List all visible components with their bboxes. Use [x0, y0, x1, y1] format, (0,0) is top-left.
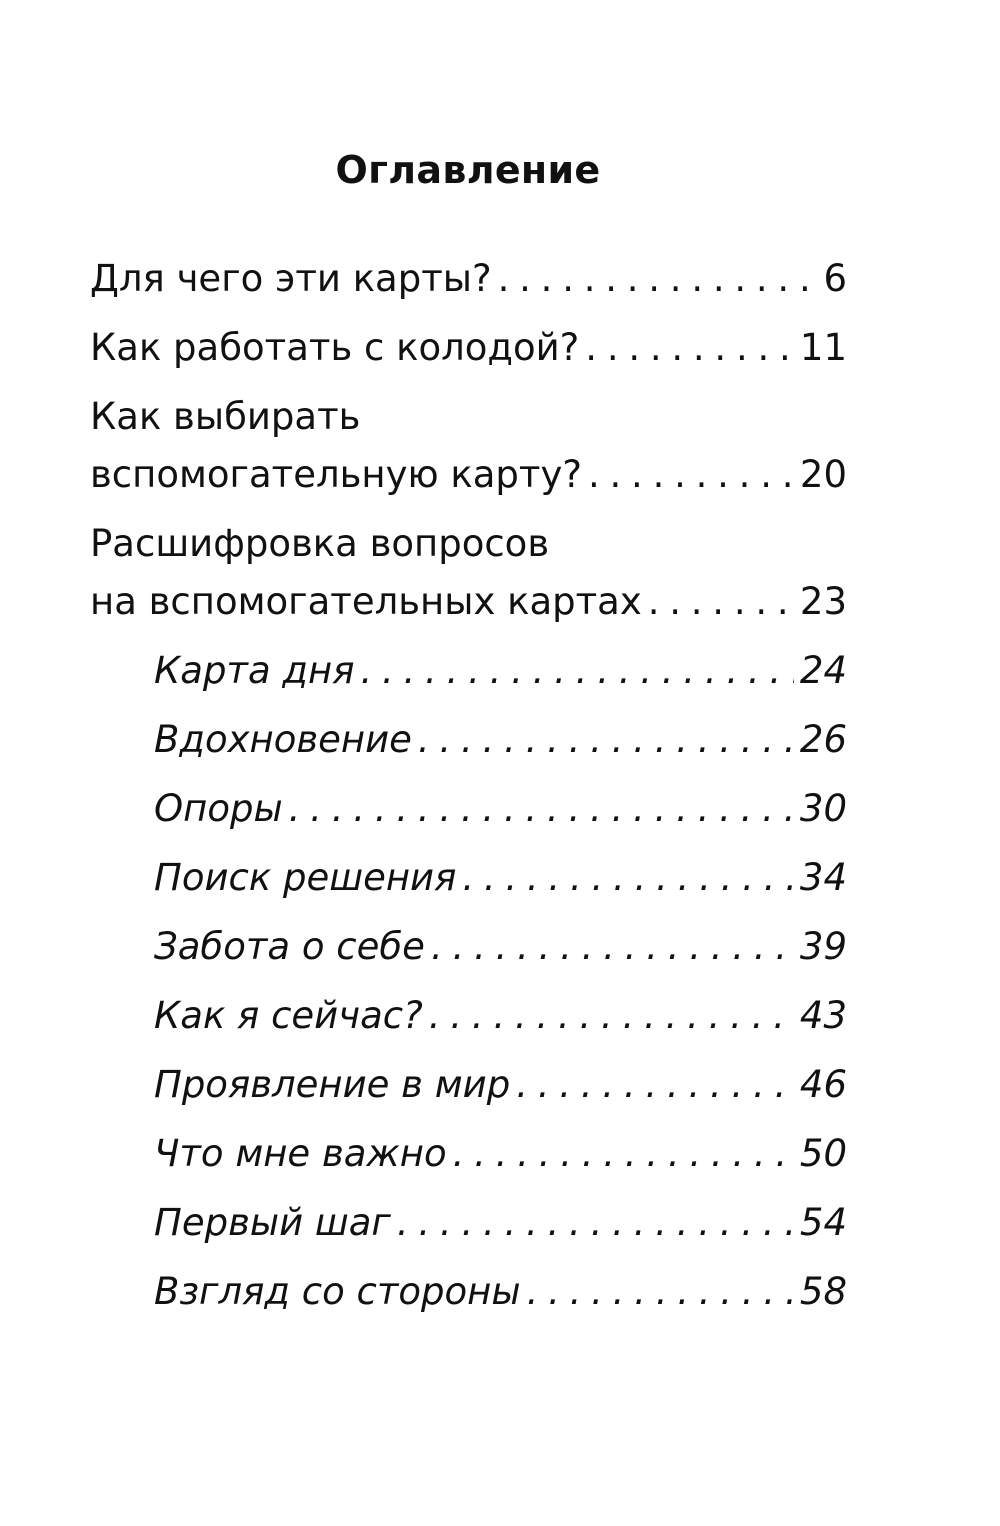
- toc-entry-line: [90, 515, 847, 573]
- toc-entry-title: Как выбирать: [90, 395, 361, 438]
- toc-entry-title: Карта дня: [154, 649, 355, 692]
- toc-entry-title: Первый шаг: [154, 1201, 391, 1244]
- toc-entry-line: [90, 250, 847, 308]
- toc-page-number: 54: [799, 1201, 847, 1244]
- toc-page-number: 24: [799, 649, 847, 692]
- toc-entry-line: [90, 987, 847, 1045]
- toc-page-number: 50: [799, 1132, 847, 1175]
- toc-page-number: 23: [799, 580, 847, 623]
- toc-page-number: 30: [799, 787, 847, 830]
- toc-entry-line: [90, 918, 847, 976]
- toc-page-number: 11: [799, 326, 847, 369]
- dot-leader: [588, 446, 794, 504]
- toc-subentry: [90, 1263, 847, 1321]
- toc-entry-line: [90, 446, 847, 504]
- toc-entry-line: [90, 711, 847, 769]
- dot-leader: [431, 918, 794, 976]
- toc-subentry: [90, 987, 847, 1045]
- toc-entry-line: [90, 573, 847, 631]
- toc-page-number: 34: [799, 856, 847, 899]
- toc-entry-title: Вдохновение: [154, 718, 412, 761]
- toc-page-number: 58: [799, 1270, 847, 1313]
- toc-entry-line: [90, 780, 847, 838]
- dot-leader: [453, 1125, 794, 1183]
- toc-entry: [90, 319, 847, 377]
- dot-leader: [418, 711, 794, 769]
- toc-subentry: [90, 1194, 847, 1252]
- toc-page-number: 20: [799, 453, 847, 496]
- toc-entry-title: Как я сейчас?: [154, 994, 423, 1037]
- table-of-contents: [90, 250, 847, 1321]
- toc-subentry: [90, 849, 847, 907]
- dot-leader: [397, 1194, 794, 1252]
- toc-page-number: 39: [799, 925, 847, 968]
- page-title: Оглавление: [335, 148, 601, 192]
- dot-leader: [527, 1263, 794, 1321]
- toc-page-number: 43: [799, 994, 847, 1037]
- toc-entry-line: [90, 1125, 847, 1183]
- toc-entry-line: [90, 1263, 847, 1321]
- toc-entry-title: Проявление в мир: [154, 1063, 511, 1106]
- toc-entry-title: Как работать с колодой?: [90, 326, 580, 369]
- toc-entry: [90, 515, 847, 631]
- dot-leader: [516, 1056, 794, 1114]
- toc-subentry: [90, 1125, 847, 1183]
- toc-subentry: [90, 642, 847, 700]
- toc-entry-line: [90, 388, 847, 446]
- toc-subentry: [90, 918, 847, 976]
- dot-leader: [498, 250, 818, 308]
- toc-subentry: [90, 711, 847, 769]
- toc-entry-title-continued: на вспомогательных картах: [90, 580, 642, 623]
- toc-page-number: 6: [823, 257, 847, 300]
- toc-entry-title: Забота о себе: [154, 925, 425, 968]
- toc-entry-line: [90, 849, 847, 907]
- toc-entry-line: [90, 1194, 847, 1252]
- toc-entry-title: Что мне важно: [154, 1132, 447, 1175]
- toc-entry-title: Опоры: [154, 787, 283, 830]
- toc-page-number: 26: [799, 718, 847, 761]
- toc-entry-line: [90, 642, 847, 700]
- toc-entry-line: [90, 319, 847, 377]
- dot-leader: [429, 987, 794, 1045]
- toc-entry-title-continued: вспомогательную карту?: [90, 453, 583, 496]
- toc-entry-line: [90, 1056, 847, 1114]
- toc-subentry: [90, 1056, 847, 1114]
- toc-subentry: [90, 780, 847, 838]
- dot-leader: [289, 780, 794, 838]
- toc-entry-title: Взгляд со стороны: [154, 1270, 521, 1313]
- toc-entry-title: Для чего эти карты?: [90, 257, 492, 300]
- toc-entry: [90, 388, 847, 504]
- dot-leader: [360, 642, 793, 700]
- toc-page-number: 46: [799, 1063, 847, 1106]
- toc-entry-title: Расшифровка вопросов: [90, 522, 550, 565]
- toc-entry: [90, 250, 847, 308]
- dot-leader: [462, 849, 794, 907]
- dot-leader: [648, 573, 794, 631]
- toc-entry-title: Поиск решения: [154, 856, 457, 899]
- dot-leader: [585, 319, 794, 377]
